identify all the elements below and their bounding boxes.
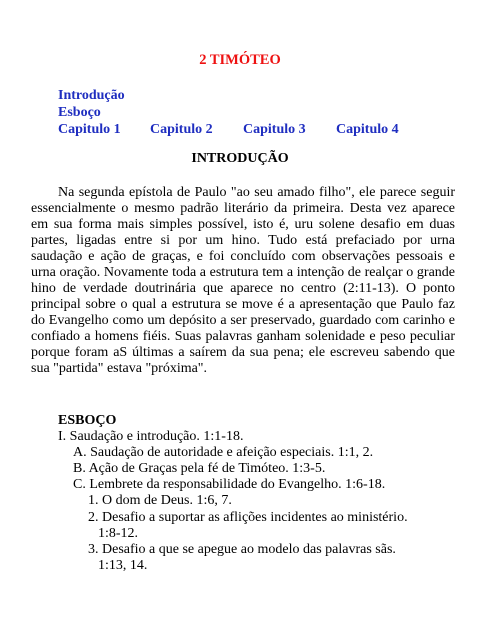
table-of-contents (58, 87, 399, 138)
outline-item: A. Saudação de autoridade e afeição especiais. 1:1, 2. (73, 445, 374, 461)
outline-item: B. Ação de Graças pela fé de Timóteo. 1:3-5. (73, 461, 326, 477)
outline-item: 1. O dom de Deus. 1:6, 7. (88, 493, 232, 509)
link-chapter-3[interactable]: Capitulo 3 (243, 122, 306, 137)
outline-item: 1:8-12. (98, 525, 139, 541)
introduction-paragraph (31, 185, 455, 377)
link-introducao[interactable]: Introdução (58, 88, 125, 103)
link-chapter-1[interactable]: Capitulo 1 (58, 122, 121, 137)
outline-item: I. Saudação e introdução. 1:1-18. (58, 429, 244, 445)
outline-heading: ESBOÇO (58, 413, 117, 428)
document-title: 2 TIMÓTEO (199, 52, 281, 68)
link-chapter-4[interactable]: Capitulo 4 (336, 122, 399, 137)
chapter-links (58, 121, 399, 138)
section-heading-introducao: INTRODUÇÃO (191, 151, 289, 166)
paragraph-text: Na segunda epístola de Paulo "ao seu amado filho", ele parece seguir essencialmente o mesmo padrão literário da primeira. Desta vez aparece em sua forma mais simples possível, isto é, uru solene desafio em duas partes, ligadas entre si por um hino. Tudo está prefaciado por urna saudação e ação de graças, e foi concluído com observações pessoais e urna oração. Novamente toda a estrutura tem a intenção de realçar o grande hino de verdade doutrinária que aparece no centro (2:11-13). O ponto principal sobre o qual a estrutura se move é a apresentação que Paulo faz do Evangelho como um depósito a ser preservado, guardado com carinho e confiado a homens fiéis. Suas palavras ganham solenidade e peso peculiar porque foram aS últimas a saírem da sua pena; ele escreveu sabendo que sua "partida" estava "próxima". (31, 185, 455, 376)
outline-item: 1:13, 14. (98, 557, 148, 573)
outline-item: 2. Desafio a suportar as aflições incidentes ao ministério. (88, 509, 408, 525)
outline-section (0, 413, 480, 574)
outline-item: 3. Desafio a que se apegue ao modelo das palavras sãs. (88, 541, 396, 557)
outline-item: C. Lembrete da responsabilidade do Evangelho. 1:6-18. (73, 477, 386, 493)
link-esboco[interactable]: Esboço (58, 105, 101, 120)
link-chapter-2[interactable]: Capitulo 2 (150, 122, 213, 137)
